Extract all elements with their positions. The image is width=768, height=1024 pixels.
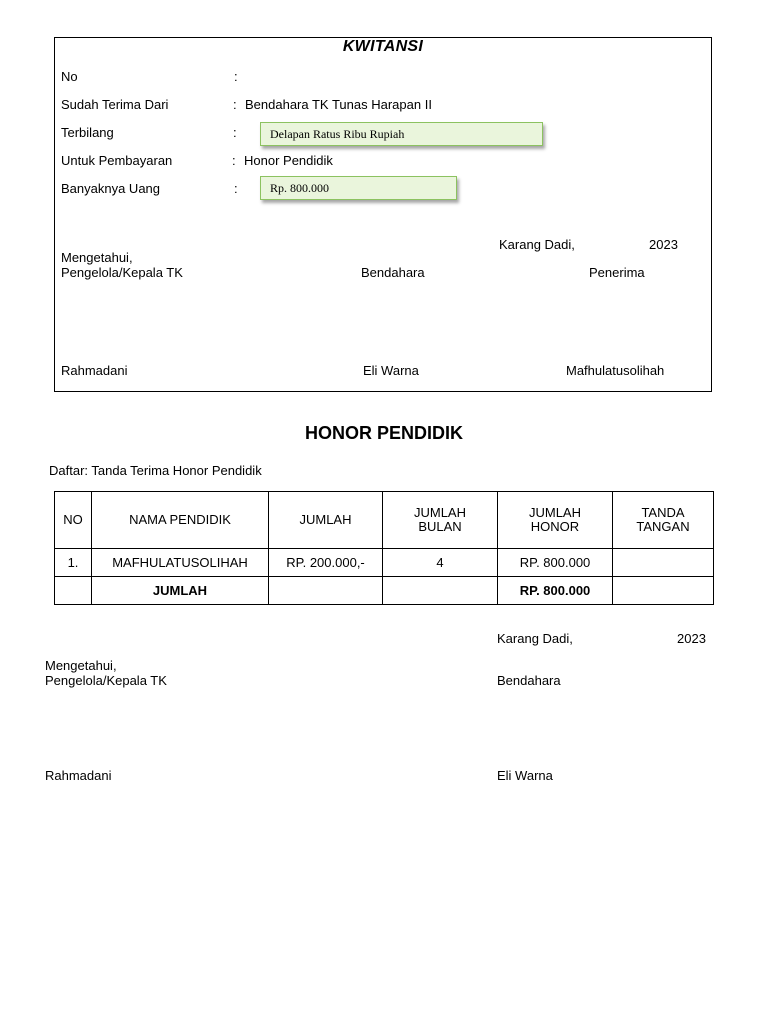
field-value-terbilang: Delapan Ratus Ribu Rupiah [260,122,543,146]
header-nama-pendidik: NAMA PENDIDIK [92,492,269,549]
kwitansi-role-penerima: Penerima [589,265,645,280]
table-header-row [55,492,714,549]
honor-table [54,491,714,605]
header-no: NO [55,492,92,549]
field-colon-terbilang: : [233,125,237,140]
cell-jumlah-bulan: 4 [383,549,498,577]
field-colon-untuk-pembayaran: : [232,153,236,168]
field-colon-banyaknya-uang: : [234,181,238,196]
cell-tanda-tangan [613,549,714,577]
header-jumlah: JUMLAH [269,492,383,549]
kwitansi-mengetahui: Mengetahui, [61,250,133,265]
kwitansi-name-penerima: Mafhulatusolihah [566,363,665,378]
field-value-banyaknya-uang: Rp. 800.000 [260,176,457,200]
field-label-untuk-pembayaran: Untuk Pembayaran [61,153,173,168]
cell-total-empty [269,577,383,605]
footer-place: Karang Dadi, [497,631,573,646]
kwitansi-name-kepala: Rahmadani [61,363,128,378]
field-label-sudah-terima-dari: Sudah Terima Dari [61,97,169,112]
header-tanda-tangan: TANDA TANGAN [613,492,714,549]
cell-jumlah: RP. 200.000,- [269,549,383,577]
cell-jumlah-honor: RP. 800.000 [498,549,613,577]
honor-subtitle: Daftar: Tanda Terima Honor Pendidik [49,463,262,478]
footer-name-bendahara: Eli Warna [497,768,553,783]
footer-year: 2023 [677,631,706,646]
field-value-untuk-pembayaran: Honor Pendidik [244,153,333,168]
field-colon-no: : [234,69,238,84]
kwitansi-role-bendahara: Bendahara [361,265,425,280]
honor-title: HONOR PENDIDIK [304,423,463,443]
cell-total-label: JUMLAH [92,577,269,605]
footer-role-kepala: Pengelola/Kepala TK [45,673,167,688]
header-jumlah-honor: JUMLAH HONOR [498,492,613,549]
footer-name-kepala: Rahmadani [45,768,112,783]
field-label-no: No [61,69,78,84]
field-label-terbilang: Terbilang [61,125,114,140]
cell-total-empty [55,577,92,605]
header-jumlah-bulan: JUMLAH BULAN [383,492,498,549]
cell-total-empty [613,577,714,605]
kwitansi-box [54,37,712,392]
cell-total-value: RP. 800.000 [498,577,613,605]
kwitansi-role-kepala: Pengelola/Kepala TK [61,265,183,280]
kwitansi-year: 2023 [649,237,678,252]
kwitansi-place: Karang Dadi, [499,237,575,252]
kwitansi-title: KWITANSI [342,38,424,55]
field-value-sudah-terima-dari: Bendahara TK Tunas Harapan II [245,97,432,112]
cell-nama: MAFHULATUSOLIHAH [92,549,269,577]
footer-role-bendahara: Bendahara [497,673,561,688]
field-label-banyaknya-uang: Banyaknya Uang [61,181,161,196]
field-colon-sudah-terima-dari: : [233,97,237,112]
kwitansi-name-bendahara: Eli Warna [363,363,419,378]
table-row [55,549,714,577]
table-total-row [55,577,714,605]
footer-mengetahui: Mengetahui, [45,658,117,673]
cell-total-empty [383,577,498,605]
cell-no: 1. [55,549,92,577]
